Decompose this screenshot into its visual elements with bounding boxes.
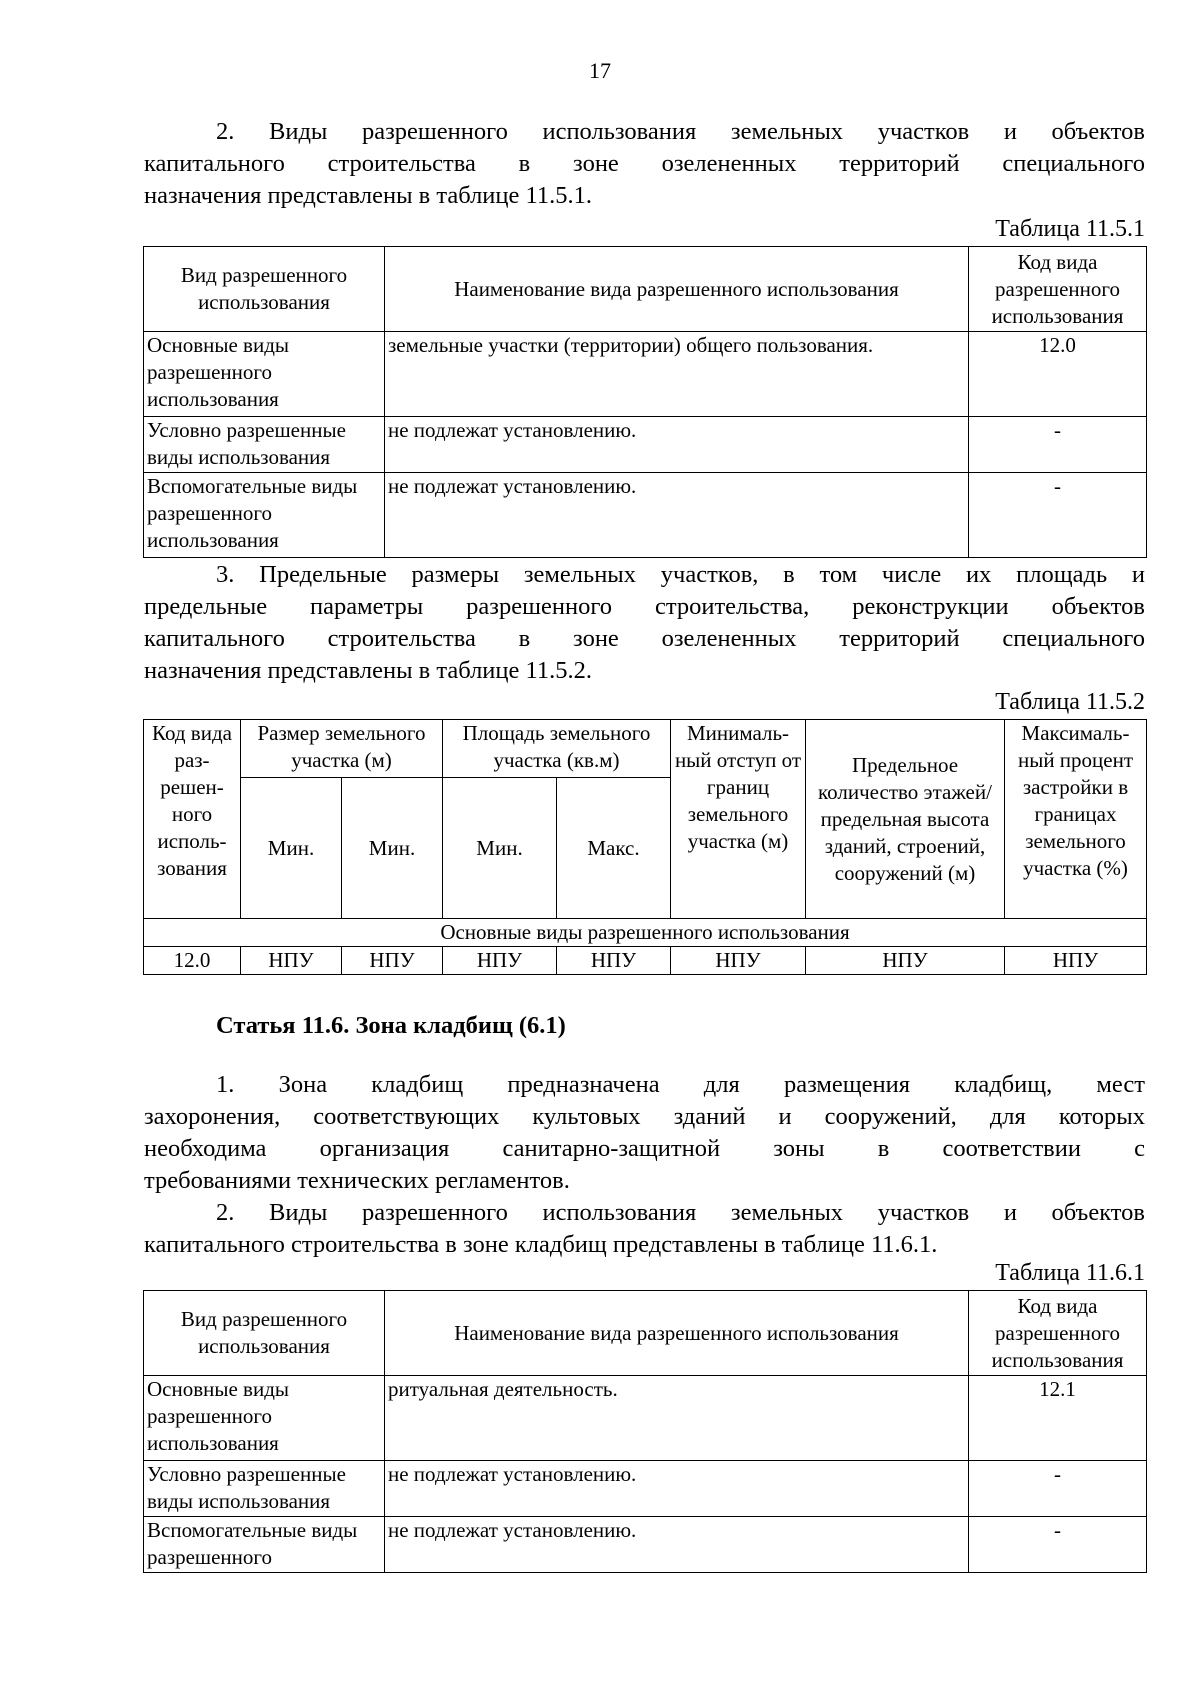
table-subheader: Макс. <box>557 778 671 919</box>
table-cell: 12.0 <box>144 947 241 975</box>
table-cell: Вспомогательные виды разрешенного использования <box>144 473 385 558</box>
table-cell: - <box>969 1461 1147 1517</box>
table-cell: НПУ <box>241 947 342 975</box>
paragraph-cemetery-uses: 2. Виды разрешенного использования земельных участков и объектов капитального строительства в зоне кладбищ представлены в таблице 11.6.1. <box>144 1199 1145 1258</box>
table-11-5-1 <box>143 246 1147 558</box>
table-cell: НПУ <box>1005 947 1147 975</box>
table-11-6-1 <box>143 1290 1147 1573</box>
table-header: Минималь-ный отступ от границ земельного участка (м) <box>671 720 806 919</box>
table-cell: Основные виды разрешенного использования <box>144 332 385 417</box>
paragraph-zone-uses: 2. Виды разрешенного использования земельных участков и объектов капитального строительства в зоне озелененных территорий специального назначения представлены в таблице 11.5.1. <box>144 118 1145 209</box>
table-cell: 12.1 <box>969 1376 1147 1461</box>
table-header: Вид разрешенного использования <box>144 247 385 332</box>
table-caption-11-5-1: Таблица 11.5.1 <box>995 216 1145 242</box>
table-cell: - <box>969 417 1147 473</box>
table-subheader: Мин. <box>241 778 342 919</box>
article-heading: Статья 11.6. Зона кладбищ (6.1) <box>216 1012 566 1039</box>
table-cell: не подлежат установлению. <box>385 1517 969 1573</box>
table-header: Предельное количество этажей/ предельная высота зданий, строений, сооружений (м) <box>806 720 1005 919</box>
paragraph-limits: 3. Предельные размеры земельных участков, в том числе их площадь и предельные параметры разрешенного строительства, реконструкции объектов капитального строительства в зоне озелененных территорий специального назначения представлены в таблице 11.5.2. <box>144 561 1145 684</box>
table-header: Код вида разрешенного использования <box>969 1291 1147 1376</box>
table-header: Наименование вида разрешенного использования <box>385 247 969 332</box>
table-cell: Основные виды разрешенного использования <box>144 1376 385 1461</box>
table-cell: ритуальная деятельность. <box>385 1376 969 1461</box>
table-row <box>144 1461 1147 1517</box>
table-row <box>144 1376 1147 1461</box>
table-cell: не подлежат установлению. <box>385 417 969 473</box>
table-cell: НПУ <box>806 947 1005 975</box>
table-11-5-2 <box>143 719 1147 975</box>
table-cell: НПУ <box>671 947 806 975</box>
table-cell: НПУ <box>342 947 443 975</box>
paragraph-cemetery-zone: 1. Зона кладбищ предназначена для размещения кладбищ, мест захоронения, соответствующих культовых зданий и сооружений, для которых необходима организация санитарно-защитной зоны в соответствии с требованиями технических регламентов. <box>144 1071 1145 1194</box>
table-subheader: Мин. <box>342 778 443 919</box>
table-row <box>144 332 1147 417</box>
page-number: 17 <box>589 58 611 83</box>
table-cell: Условно разрешенные виды использования <box>144 1461 385 1517</box>
table-header: Код вида разрешенного использования <box>969 247 1147 332</box>
table-cell: - <box>969 473 1147 558</box>
table-cell: - <box>969 1517 1147 1573</box>
table-cell: Вспомогательные виды разрешенного <box>144 1517 385 1573</box>
table-cell: 12.0 <box>969 332 1147 417</box>
table-cell: НПУ <box>557 947 671 975</box>
table-cell: Условно разрешенные виды использования <box>144 417 385 473</box>
table-header: Код вида раз-решен-ного исполь-зования <box>144 720 241 919</box>
table-header: Вид разрешенного использования <box>144 1291 385 1376</box>
table-row <box>144 947 1147 975</box>
table-cell: не подлежат установлению. <box>385 473 969 558</box>
table-row <box>144 417 1147 473</box>
table-cell: не подлежат установлению. <box>385 1461 969 1517</box>
table-row <box>144 1517 1147 1573</box>
table-cell: земельные участки (территории) общего пользования. <box>385 332 969 417</box>
table-caption-11-6-1: Таблица 11.6.1 <box>995 1260 1145 1286</box>
table-header: Площадь земельного участка (кв.м) <box>443 720 671 778</box>
table-cell: НПУ <box>443 947 557 975</box>
table-subheader: Мин. <box>443 778 557 919</box>
table-header: Наименование вида разрешенного использования <box>385 1291 969 1376</box>
table-row <box>144 473 1147 558</box>
table-header: Размер земельного участка (м) <box>241 720 443 778</box>
table-header: Максималь-ный процент застройки в границах земельного участка (%) <box>1005 720 1147 919</box>
table-caption-11-5-2: Таблица 11.5.2 <box>995 689 1145 715</box>
table-group-label: Основные виды разрешенного использования <box>144 919 1147 947</box>
